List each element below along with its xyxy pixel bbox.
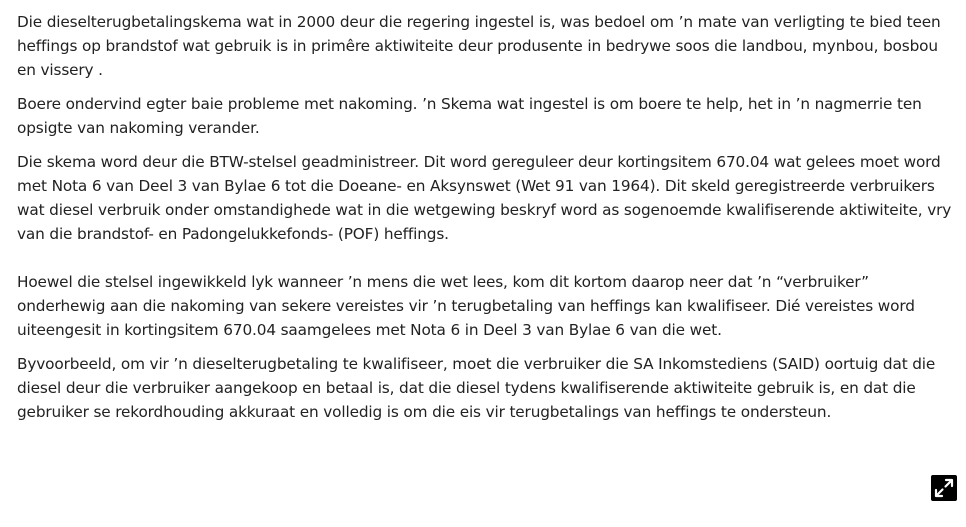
article-paragraph-2: Boere ondervind egter baie probleme met nakoming. ’n Skema wat ingestel is om boere te help, het in ’n nagmerrie ten opsigte van nakoming verander. <box>17 95 922 137</box>
article-paragraph-1: Die dieselterugbetalingskema wat in 2000 deur die regering ingestel is, was bedoel om ’n mate van verligting te bied teen heffings op brandstof wat gebruik is in primêre aktiwiteite deur produsente in bedrywe soos die landbou, mynbou, bosbou en vissery . <box>17 13 941 79</box>
article-paragraph-4: Hoewel die stelsel ingewikkeld lyk wanneer ’n mens die wet lees, kom dit kortom daarop neer dat ’n “verbruiker” onderhewig aan die nakoming van sekere vereistes vir ’n terugbetaling van heffings kan kwalifiseer. Dié vereistes word uiteengesit in kortingsitem 670.04 saamgelees met Nota 6 in Deel 3 van Bylae 6 van die wet. <box>17 273 915 339</box>
expand-button[interactable] <box>931 475 957 501</box>
article-body <box>17 10 952 434</box>
article-paragraph-5: Byvoorbeeld, om vir ’n dieselterugbetaling te kwalifiseer, moet die verbruiker die SA Inkomstediens (SAID) oortuig dat die diesel deur die verbruiker aangekoop en betaal is, dat die diesel tydens kwalifiserende aktiwiteite gebruik is, en dat die gebruiker se rekordhouding akkuraat en volledig is om die eis vir terugbetalings van heffings te ondersteun. <box>17 355 936 421</box>
expand-arrows-icon <box>931 475 957 501</box>
article-paragraph-3: Die skema word deur die BTW-stelsel geadministreer. Dit word gereguleer deur kortingsitem 670.04 wat gelees moet word met Nota 6 van Deel 3 van Bylae 6 tot die Doeane- en Aksynswet (Wet 91 van 1964). Dit skeld geregistreerde verbruikers wat diesel verbruik onder omstandighede wat in die wetgewing beskryf word as sogenoemde kwalifiserende aktiwiteite, vry van die brandstof- en Padongelukkefonds- (POF) heffings. <box>17 153 952 243</box>
